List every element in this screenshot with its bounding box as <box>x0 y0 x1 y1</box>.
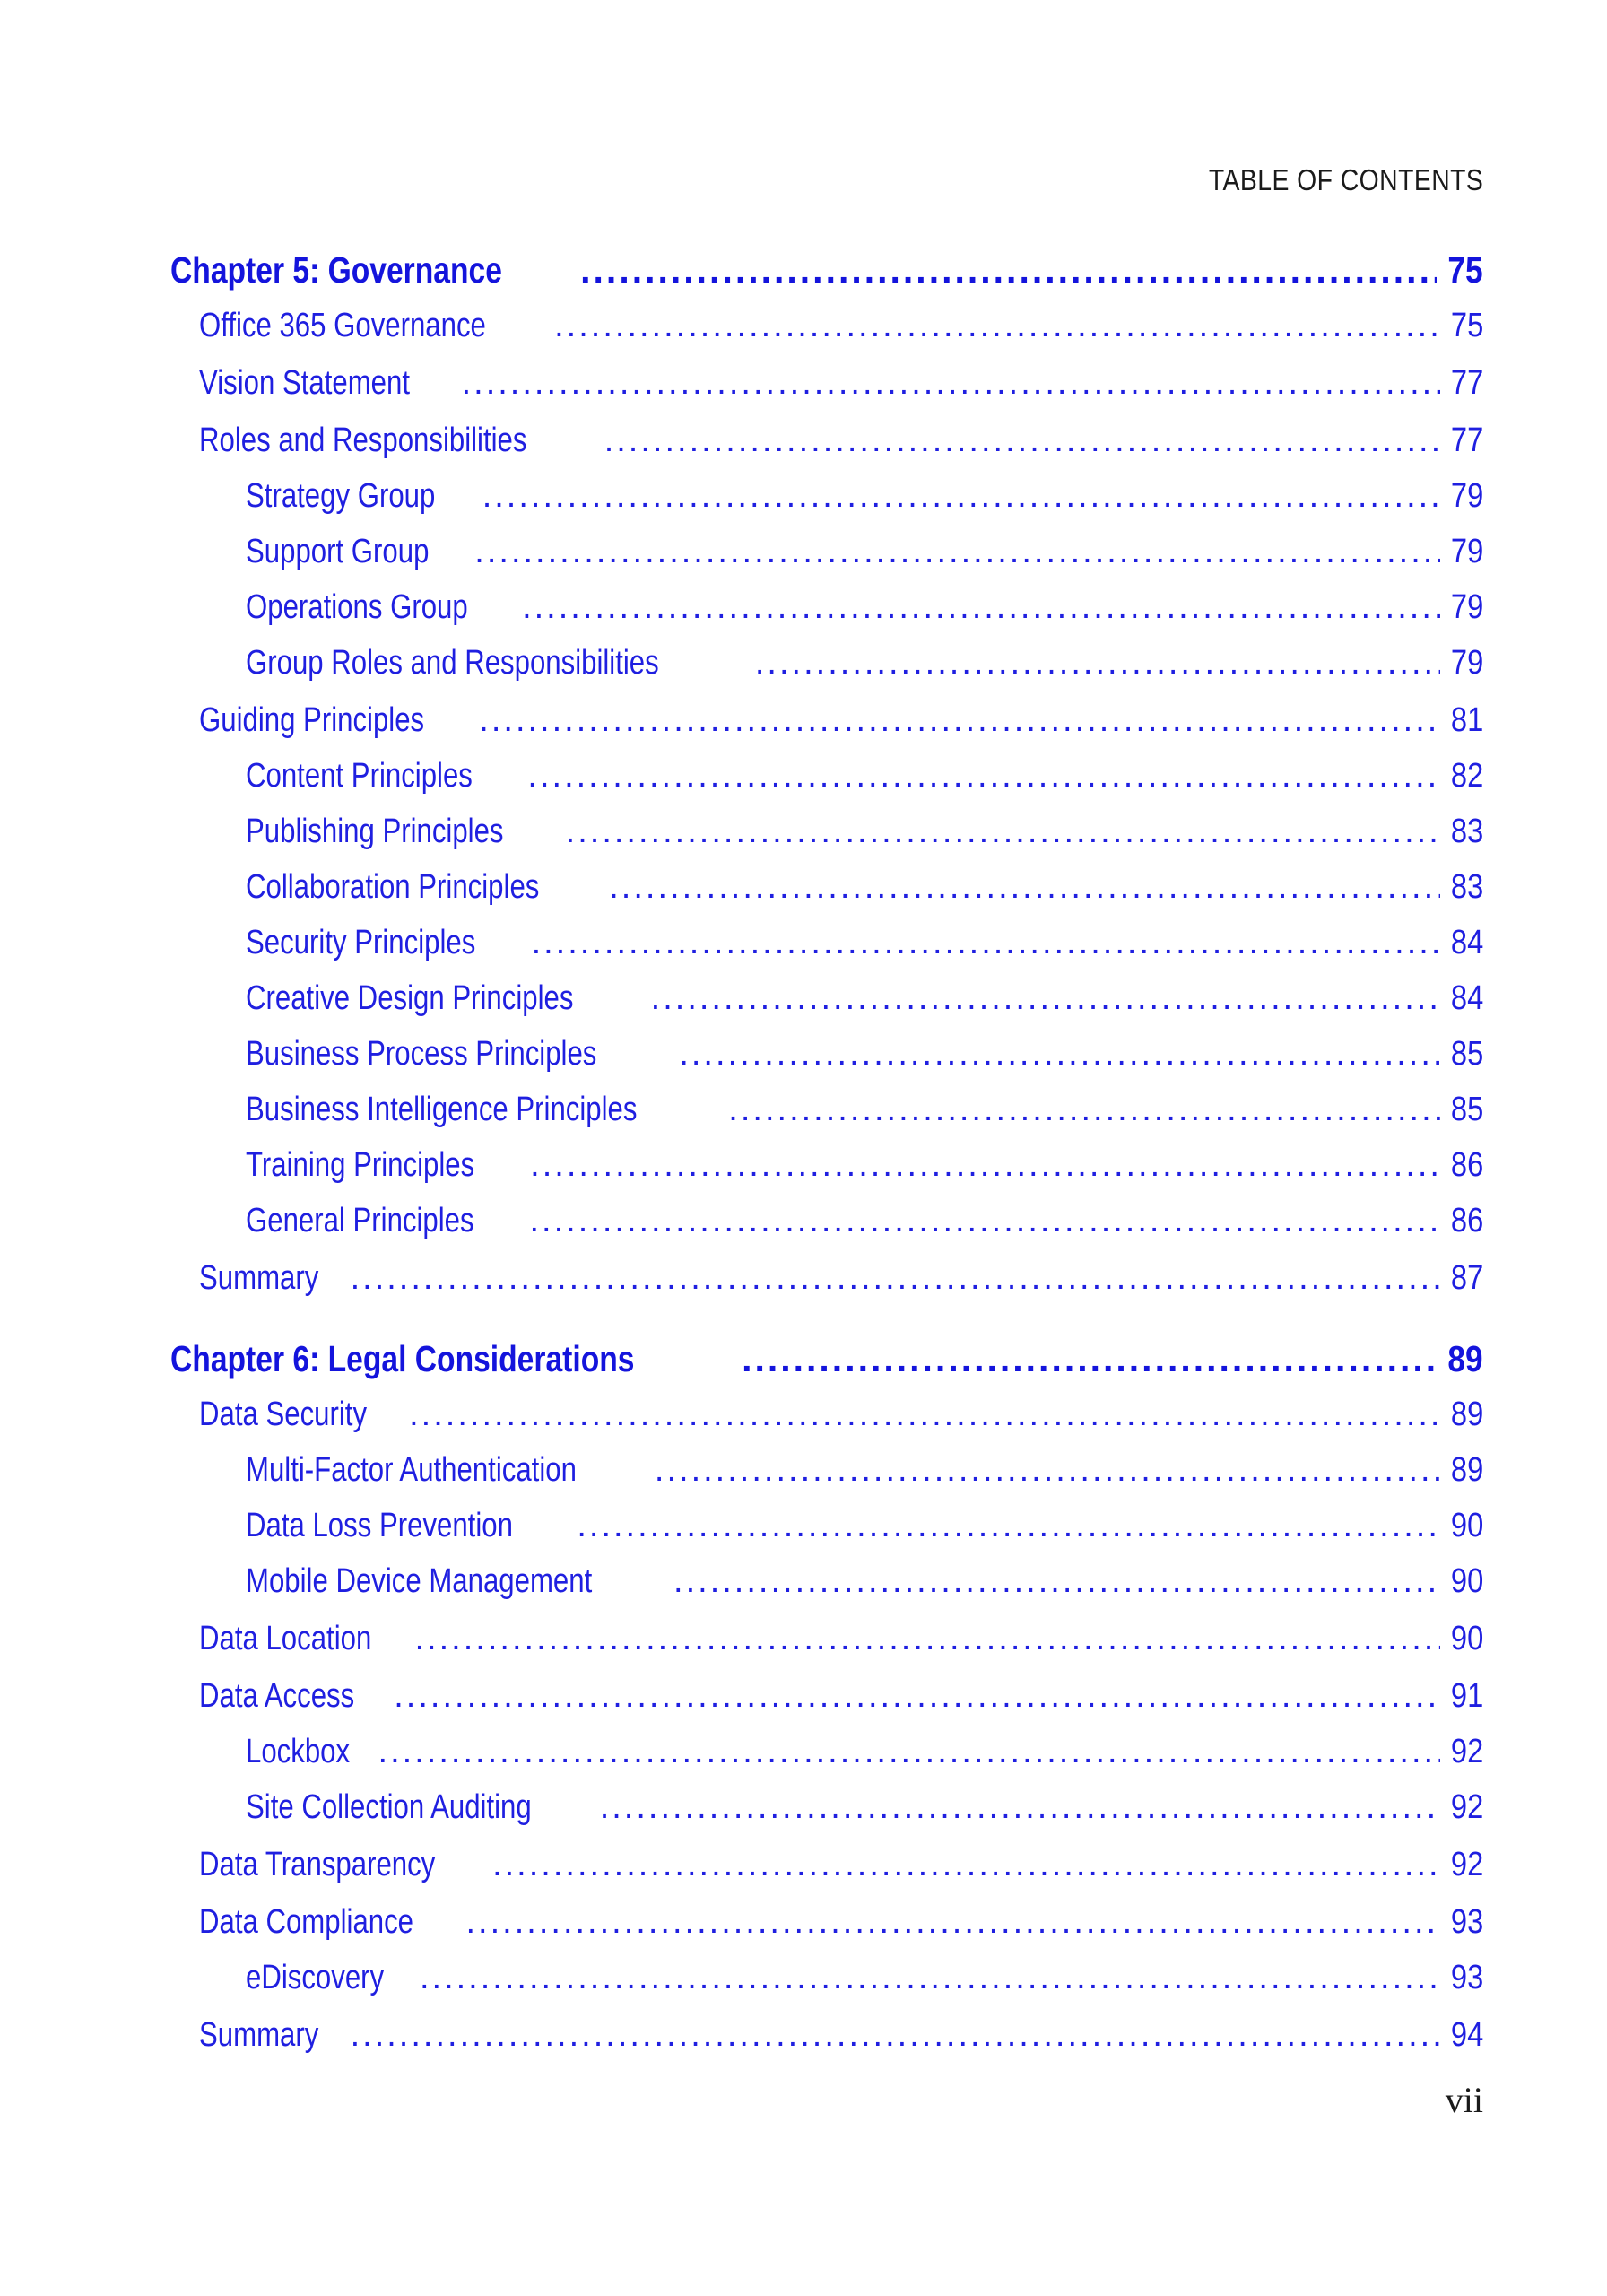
toc-entry-title: Support Group <box>246 533 430 570</box>
dot-leader <box>527 757 1439 796</box>
toc-entry-page: 79 <box>1450 588 1483 626</box>
dot-leader <box>755 644 1440 683</box>
toc-entry-page: 89 <box>1450 1451 1483 1489</box>
toc-entry-title: Lockbox <box>246 1733 351 1770</box>
toc-entry-page: 86 <box>1450 1146 1483 1184</box>
toc-entry-page: 89 <box>1450 1396 1483 1433</box>
dot-leader <box>655 1451 1440 1490</box>
dot-leader <box>474 533 1439 571</box>
toc-entry-title: Creative Design Principles <box>246 979 574 1017</box>
toc-entry-title: Operations Group <box>246 588 468 626</box>
toc-entry-page: 87 <box>1450 1259 1483 1297</box>
dot-leader <box>651 979 1440 1018</box>
table-of-contents <box>170 0 1483 2296</box>
toc-entry-page: 90 <box>1450 1562 1483 1600</box>
toc-entry[interactable] <box>246 1091 1483 1129</box>
toc-entry-page: 75 <box>1447 249 1483 291</box>
toc-entry-title: Vision Statement <box>199 364 410 402</box>
toc-entry-title: Strategy Group <box>246 477 436 515</box>
toc-entry[interactable] <box>246 1788 1483 1827</box>
toc-entry-title: Summary <box>199 1259 319 1297</box>
toc-entry-page: 93 <box>1450 1903 1483 1941</box>
toc-entry-title: Collaboration Principles <box>246 868 540 906</box>
toc-entry-title: Business Process Principles <box>246 1035 597 1073</box>
toc-entry[interactable] <box>199 1259 1483 1298</box>
toc-entry[interactable] <box>246 1959 1483 1997</box>
toc-entry-page: 92 <box>1450 1733 1483 1770</box>
toc-entry-page: 79 <box>1450 644 1483 682</box>
toc-entry-page: 85 <box>1450 1035 1483 1073</box>
toc-entry[interactable] <box>246 477 1483 516</box>
toc-entry-title: eDiscovery <box>246 1959 385 1996</box>
toc-entry-title: Data Compliance <box>199 1903 414 1941</box>
dot-leader <box>580 249 1437 291</box>
toc-entry[interactable] <box>246 1451 1483 1490</box>
dot-leader <box>351 2016 1440 2055</box>
toc-entry[interactable] <box>199 701 1483 740</box>
dot-leader <box>529 1202 1439 1240</box>
toc-entry[interactable] <box>246 924 1483 962</box>
toc-entry[interactable] <box>246 588 1483 627</box>
toc-entry[interactable] <box>246 533 1483 571</box>
toc-entry[interactable] <box>199 1677 1483 1716</box>
dot-leader <box>462 364 1440 403</box>
toc-entry[interactable] <box>199 1396 1483 1434</box>
toc-entry-title: Data Loss Prevention <box>246 1507 513 1544</box>
toc-entry-title: Roles and Responsibilities <box>199 422 527 459</box>
toc-entry[interactable] <box>199 1903 1483 1942</box>
toc-entry[interactable] <box>246 1146 1483 1185</box>
toc-entry[interactable] <box>199 307 1483 345</box>
dot-leader <box>479 701 1439 740</box>
dot-leader <box>492 1846 1440 1884</box>
page-number: vii <box>1445 2080 1483 2120</box>
dot-leader <box>378 1733 1440 1771</box>
toc-entry-title: Data Access <box>199 1677 355 1715</box>
toc-entry-title: Guiding Principles <box>199 701 425 739</box>
toc-entry-page: 77 <box>1450 364 1483 402</box>
toc-entry[interactable] <box>199 1846 1483 1884</box>
dot-leader <box>554 307 1440 345</box>
toc-chapter-entry[interactable] <box>170 249 1483 291</box>
toc-entry-page: 77 <box>1450 422 1483 459</box>
toc-entry[interactable] <box>199 422 1483 460</box>
dot-leader <box>415 1620 1440 1658</box>
toc-entry-page: 82 <box>1450 757 1483 795</box>
dot-leader <box>600 1788 1440 1827</box>
toc-entry[interactable] <box>246 979 1483 1018</box>
toc-entry-title: Mobile Device Management <box>246 1562 593 1600</box>
dot-leader <box>577 1507 1439 1545</box>
dot-leader <box>530 1146 1440 1185</box>
toc-entry[interactable] <box>246 1562 1483 1601</box>
dot-leader <box>566 813 1440 851</box>
toc-entry[interactable] <box>246 1035 1483 1074</box>
running-header: TABLE OF CONTENTS <box>1208 163 1483 196</box>
toc-entry[interactable] <box>246 1733 1483 1771</box>
toc-entry[interactable] <box>199 364 1483 403</box>
dot-leader <box>609 868 1440 907</box>
toc-entry-page: 85 <box>1450 1091 1483 1128</box>
toc-entry-page: 92 <box>1450 1846 1483 1883</box>
toc-entry-page: 79 <box>1450 477 1483 515</box>
toc-entry-page: 86 <box>1450 1202 1483 1239</box>
toc-entry-title: Training Principles <box>246 1146 475 1184</box>
toc-entry-page: 83 <box>1450 813 1483 850</box>
dot-leader <box>409 1396 1440 1434</box>
toc-entry[interactable] <box>246 644 1483 683</box>
toc-entry-title: Chapter 6: Legal Considerations <box>170 1338 635 1379</box>
toc-entry[interactable] <box>199 2016 1483 2055</box>
toc-entry-page: 92 <box>1450 1788 1483 1826</box>
toc-entry-page: 90 <box>1450 1507 1483 1544</box>
toc-entry-page: 90 <box>1450 1620 1483 1657</box>
dot-leader <box>420 1959 1440 1997</box>
dot-leader <box>465 1903 1439 1942</box>
dot-leader <box>522 588 1440 627</box>
toc-entry-page: 94 <box>1450 2016 1483 2054</box>
toc-entry-page: 84 <box>1450 979 1483 1017</box>
dot-leader <box>728 1091 1439 1129</box>
toc-entry-title: Security Principles <box>246 924 476 961</box>
dot-leader <box>679 1035 1439 1074</box>
toc-entry-page: 81 <box>1450 701 1483 739</box>
toc-entry[interactable] <box>246 1202 1483 1240</box>
toc-entry-page: 89 <box>1447 1338 1483 1379</box>
dot-leader <box>482 477 1440 516</box>
toc-entry-page: 84 <box>1450 924 1483 961</box>
toc-entry-title: Office 365 Governance <box>199 307 486 344</box>
toc-entry-title: Data Transparency <box>199 1846 436 1883</box>
toc-entry-title: Chapter 5: Governance <box>170 249 502 291</box>
toc-entry-title: Data Security <box>199 1396 368 1433</box>
toc-entry[interactable] <box>246 813 1483 851</box>
toc-entry[interactable] <box>246 868 1483 907</box>
toc-entry-title: Business Intelligence Principles <box>246 1091 638 1128</box>
dot-leader <box>742 1338 1437 1380</box>
toc-entry[interactable] <box>199 1620 1483 1658</box>
toc-entry-page: 75 <box>1450 307 1483 344</box>
toc-entry-page: 91 <box>1450 1677 1483 1715</box>
toc-entry-page: 93 <box>1450 1959 1483 1996</box>
toc-entry-title: Publishing Principles <box>246 813 504 850</box>
toc-entry[interactable] <box>246 757 1483 796</box>
toc-entry-title: Site Collection Auditing <box>246 1788 532 1826</box>
toc-entry-page: 79 <box>1450 533 1483 570</box>
toc-entry-title: Summary <box>199 2016 319 2054</box>
dot-leader <box>604 422 1440 460</box>
toc-entry-title: Content Principles <box>246 757 473 795</box>
toc-entry-title: Group Roles and Responsibilities <box>246 644 659 682</box>
toc-entry-title: Data Location <box>199 1620 372 1657</box>
toc-entry[interactable] <box>246 1507 1483 1545</box>
dot-leader <box>532 924 1440 962</box>
toc-entry-title: General Principles <box>246 1202 474 1239</box>
toc-chapter-entry[interactable] <box>170 1338 1483 1380</box>
dot-leader <box>394 1677 1440 1716</box>
toc-entry-page: 83 <box>1450 868 1483 906</box>
dot-leader <box>351 1259 1440 1298</box>
dot-leader <box>673 1562 1440 1601</box>
toc-entry-title: Multi-Factor Authentication <box>246 1451 577 1489</box>
